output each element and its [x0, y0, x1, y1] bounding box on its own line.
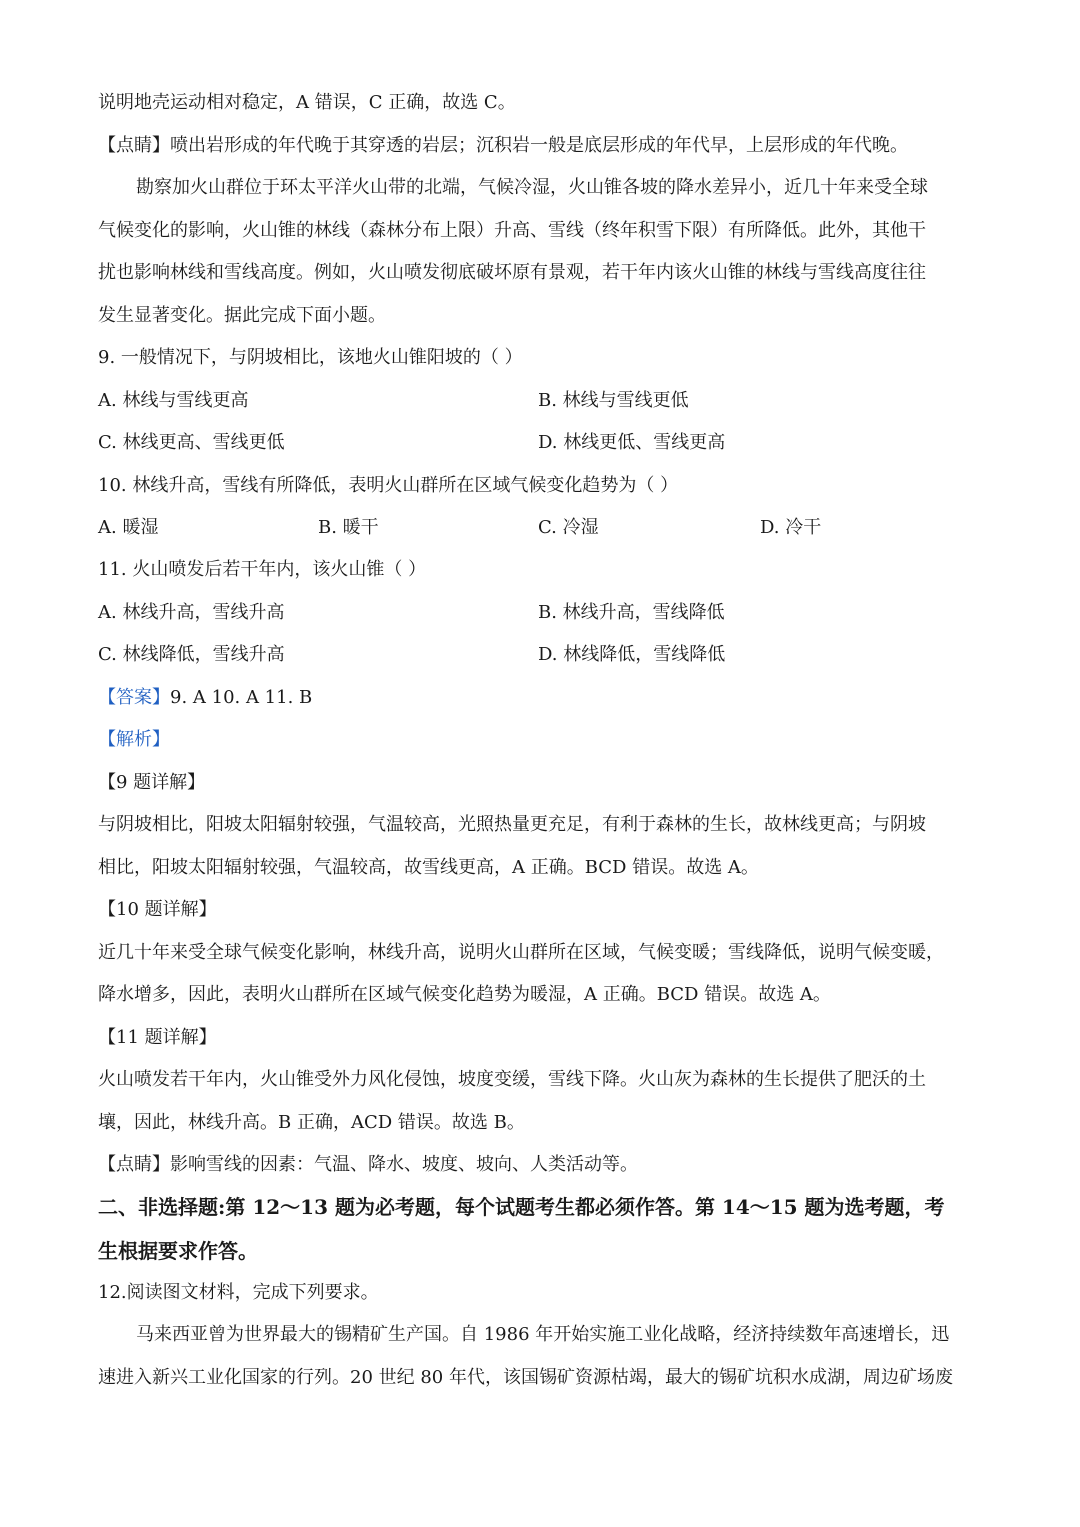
detail-heading-10: 【10 题详解】: [98, 899, 217, 920]
material-paragraph-line: 发生显著变化。据此完成下面小题。: [98, 305, 386, 326]
detail-9-line: 与阴坡相比，阳坡太阳辐射较强，气温较高，光照热量更充足，有利于森林的生长，故林线更高；与阴坡: [98, 814, 926, 835]
detail-11-line: 火山喷发若干年内，火山锥受外力风化侵蚀，坡度变缓，雪线下降。火山灰为森林的生长提供了肥沃的土: [98, 1069, 926, 1090]
section-heading: 生根据要求作答。: [98, 1239, 258, 1263]
q11-option-c: C. 林线降低，雪线升高: [98, 644, 285, 665]
detail-heading-9: 【9 题详解】: [98, 772, 206, 793]
material-paragraph-line: 速进入新兴工业化国家的行列。20 世纪 80 年代，该国锡矿资源枯竭，最大的锡矿坑积水成湖，周边矿场废: [98, 1367, 953, 1388]
q10-option-a: A. 暖湿: [98, 517, 159, 538]
detail-9-line: 相比，阳坡太阳辐射较强，气温较高，故雪线更高，A 正确。BCD 错误。故选 A。: [98, 857, 759, 878]
answer-line: [98, 685, 312, 711]
detail-10-line: 降水增多，因此，表明火山群所在区域气候变化趋势为暖湿，A 正确。BCD 错误。故选 A。: [98, 984, 831, 1005]
detail-11-line: 壤，因此，林线升高。B 正确，ACD 错误。故选 B。: [98, 1112, 525, 1133]
answer-values: 9. A 10. A 11. B: [170, 687, 313, 708]
q11-option-d: D. 林线降低，雪线降低: [538, 644, 726, 665]
question-12-stem: 12.阅读图文材料，完成下列要求。: [98, 1282, 379, 1303]
material-paragraph-line: 马来西亚曾为世界最大的锡精矿生产国。自 1986 年开始实施工业化战略，经济持续数年高速增长，迅: [136, 1324, 950, 1345]
detail-heading-11: 【11 题详解】: [98, 1027, 217, 1048]
question-9-stem: 9. 一般情况下，与阴坡相比，该地火山锥阳坡的（ ）: [98, 347, 523, 368]
q9-option-b: B. 林线与雪线更低: [538, 390, 689, 411]
q10-option-b: B. 暖干: [318, 517, 379, 538]
q9-option-c: C. 林线更高、雪线更低: [98, 432, 285, 453]
analysis-label: 【解析】: [98, 729, 170, 750]
q10-option-d: D. 冷干: [760, 517, 822, 538]
question-11-stem: 11. 火山喷发后若干年内，该火山锥（ ）: [98, 559, 427, 580]
q9-option-d: D. 林线更低、雪线更高: [538, 432, 726, 453]
q9-option-a: A. 林线与雪线更高: [98, 390, 249, 411]
tip-paragraph: 【点睛】喷出岩形成的年代晚于其穿透的岩层；沉积岩一般是底层形成的年代早，上层形成的年代晚。: [98, 135, 908, 156]
q11-option-a: A. 林线升高，雪线升高: [98, 602, 285, 623]
material-paragraph-line: 扰也影响林线和雪线高度。例如，火山喷发彻底破坏原有景观，若干年内该火山锥的林线与雪线高度往往: [98, 262, 926, 283]
q11-option-b: B. 林线升高，雪线降低: [538, 602, 725, 623]
material-paragraph-line: 勘察加火山群位于环太平洋火山带的北端，气候冷湿，火山锥各坡的降水差异小，近几十年来受全球: [136, 177, 928, 198]
detail-10-line: 近几十年来受全球气候变化影响，林线升高，说明火山群所在区域，气候变暖；雪线降低，说明气候变暖，: [98, 942, 944, 963]
section-heading: 二、非选择题:第 12～13 题为必考题，每个试题考生都必须作答。第 14～15 题为选考题，考: [98, 1195, 945, 1219]
q10-option-c: C. 冷湿: [538, 517, 599, 538]
text-line: 说明地壳运动相对稳定，A 错误，C 正确，故选 C。: [98, 92, 516, 113]
answer-label: 【答案】: [98, 687, 170, 708]
question-10-stem: 10. 林线升高，雪线有所降低，表明火山群所在区域气候变化趋势为（ ）: [98, 475, 679, 496]
material-paragraph-line: 气候变化的影响，火山锥的林线（森林分布上限）升高、雪线（终年积雪下限）有所降低。此外，其他干: [98, 220, 926, 241]
tip-paragraph: 【点睛】影响雪线的因素：气温、降水、坡度、坡向、人类活动等。: [98, 1154, 638, 1175]
